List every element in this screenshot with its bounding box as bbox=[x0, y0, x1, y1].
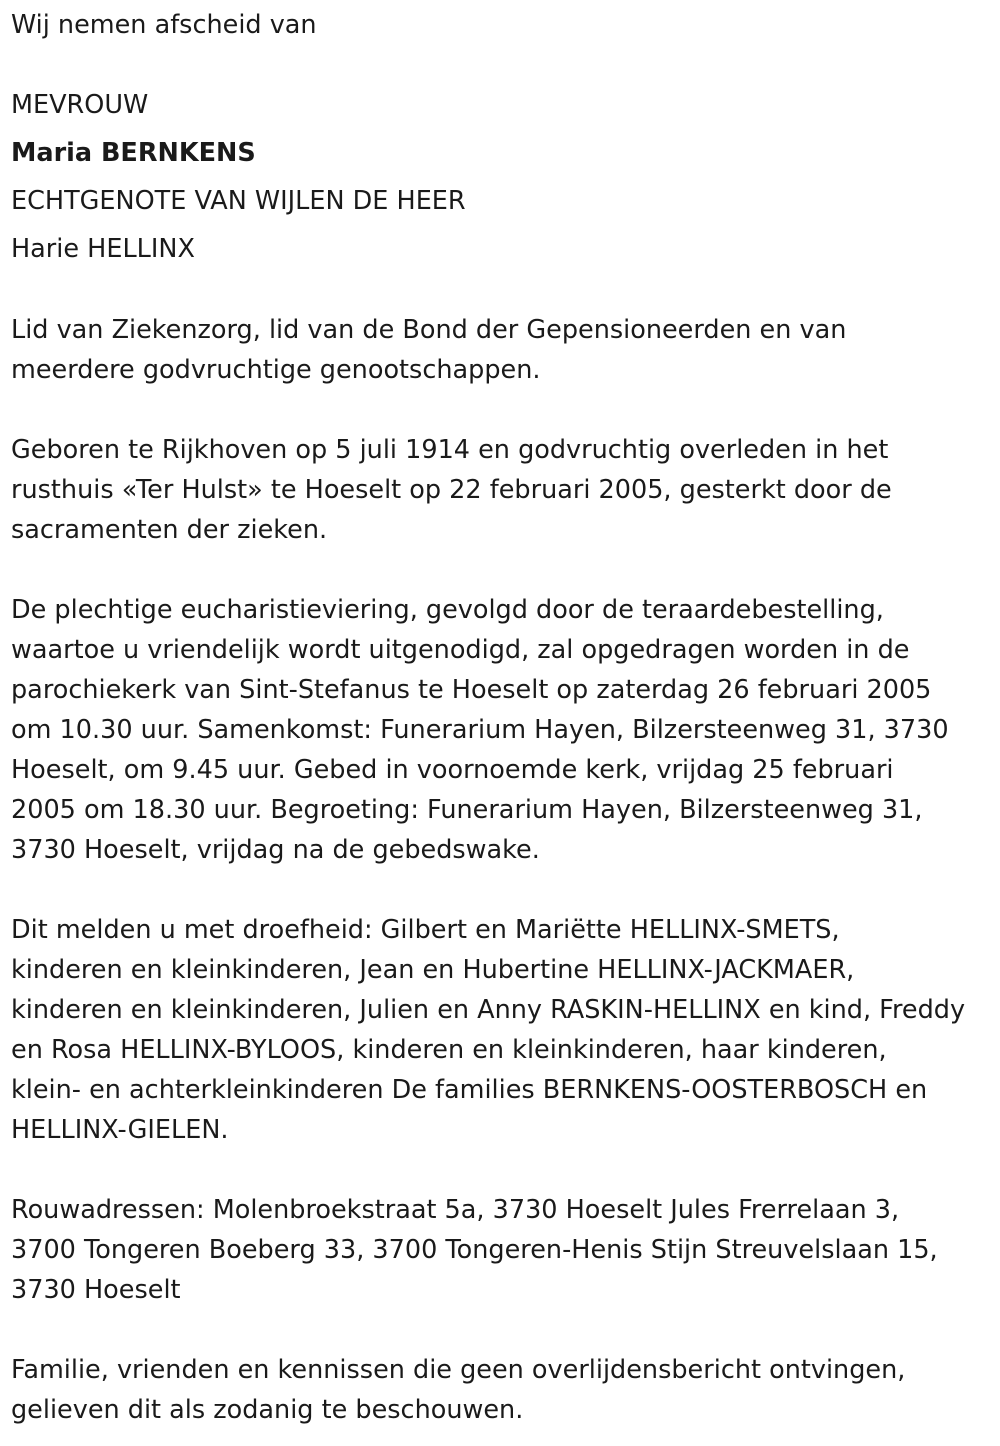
deceased-name: Maria BERNKENS bbox=[11, 138, 256, 168]
address-line: 3730 Hoeselt bbox=[11, 1275, 181, 1305]
ceremony-line: Hoeselt, om 9.45 uur. Gebed in voornoemde kerk, vrijdag 25 februari bbox=[11, 755, 894, 785]
ceremony-line: om 10.30 uur. Samenkomst: Funerarium Hayen, Bilzersteenweg 31, 3730 bbox=[11, 715, 949, 745]
family-line: Dit melden u met droefheid: Gilbert en Mariëtte HELLINX-SMETS, bbox=[11, 915, 840, 945]
intro-text: Wij nemen afscheid van bbox=[11, 10, 317, 40]
ceremony-line: waartoe u vriendelijk wordt uitgenodigd, zal opgedragen worden in de bbox=[11, 635, 910, 665]
title-text: MEVROUW bbox=[11, 90, 149, 120]
ceremony-line: 3730 Hoeselt, vrijdag na de gebedswake. bbox=[11, 835, 540, 865]
spouse-name: Harie HELLINX bbox=[11, 234, 195, 264]
closing-line: gelieven dit als zodanig te beschouwen. bbox=[11, 1395, 524, 1425]
family-line: klein- en achterkleinkinderen De families BERNKENS-OOSTERBOSCH en bbox=[11, 1075, 928, 1105]
membership-paragraph bbox=[11, 310, 996, 390]
closing-line: Familie, vrienden en kennissen die geen overlijdensbericht ontvingen, bbox=[11, 1355, 906, 1385]
birth-death-paragraph bbox=[11, 430, 996, 550]
ceremony-line: parochiekerk van Sint-Stefanus te Hoeselt op zaterdag 26 februari 2005 bbox=[11, 675, 932, 705]
address-line: 3700 Tongeren Boeberg 33, 3700 Tongeren-Henis Stijn Streuvelslaan 15, bbox=[11, 1235, 938, 1265]
closing-paragraph bbox=[11, 1350, 996, 1430]
family-line: HELLINX-GIELEN. bbox=[11, 1115, 229, 1145]
ceremony-line: De plechtige eucharistieviering, gevolgd door de teraardebestelling, bbox=[11, 595, 884, 625]
birth-death-line: rusthuis «Ter Hulst» te Hoeselt op 22 februari 2005, gesterkt door de bbox=[11, 475, 892, 505]
birth-death-line: Geboren te Rijkhoven op 5 juli 1914 en godvruchtig overleden in het bbox=[11, 435, 889, 465]
membership-line: meerdere godvruchtige genootschappen. bbox=[11, 355, 541, 385]
family-line: en Rosa HELLINX-BYLOOS, kinderen en kleinkinderen, haar kinderen, bbox=[11, 1035, 887, 1065]
membership-line: Lid van Ziekenzorg, lid van de Bond der Gepensioneerden en van bbox=[11, 315, 847, 345]
family-paragraph bbox=[11, 910, 996, 1150]
birth-death-line: sacramenten der zieken. bbox=[11, 515, 328, 545]
family-line: kinderen en kleinkinderen, Julien en Anny RASKIN-HELLINX en kind, Freddy bbox=[11, 995, 966, 1025]
ceremony-paragraph bbox=[11, 590, 996, 870]
ceremony-line: 2005 om 18.30 uur. Begroeting: Funerarium Hayen, Bilzersteenweg 31, bbox=[11, 795, 923, 825]
addresses-paragraph bbox=[11, 1190, 996, 1310]
address-line: Rouwadressen: Molenbroekstraat 5a, 3730 Hoeselt Jules Frerrelaan 3, bbox=[11, 1195, 900, 1225]
spouse-label: ECHTGENOTE VAN WIJLEN DE HEER bbox=[11, 186, 466, 216]
family-line: kinderen en kleinkinderen, Jean en Hubertine HELLINX-JACKMAER, bbox=[11, 955, 855, 985]
